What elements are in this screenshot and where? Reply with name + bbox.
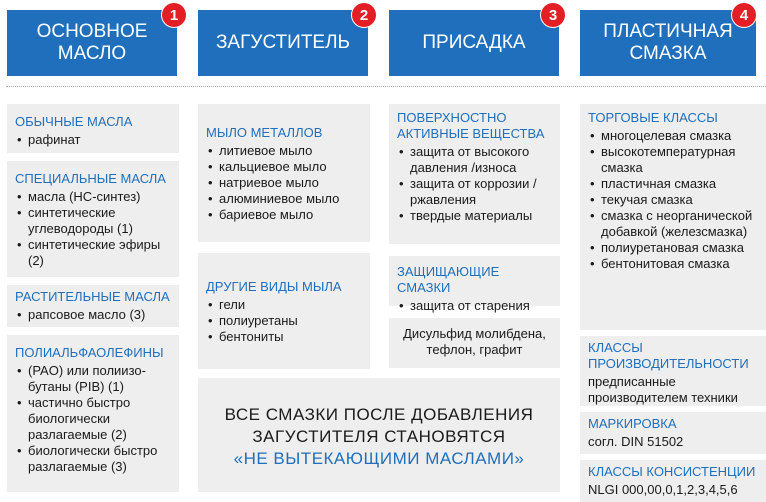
list-item: • защита от высокого давления /износа	[410, 144, 552, 176]
header-thickener: ЗАГУСТИТЕЛЬ	[198, 10, 368, 76]
box-title: КЛАССЫ ПРОИЗВОДИТЕЛЬНОСТИ	[588, 340, 749, 371]
item-list	[206, 143, 362, 223]
item-list	[397, 298, 552, 314]
box-marking	[580, 412, 766, 454]
item-list	[15, 132, 171, 148]
list-item: • синтетические углеводороды (1)	[28, 205, 171, 237]
list-item: • рафинат	[28, 132, 171, 148]
conclusion-line-1: ВСЕ СМАЗКИ ПОСЛЕ ДОБАВЛЕНИЯ	[224, 405, 534, 424]
conclusion-line-3: «НЕ ВЫТЕКАЮЩИМИ МАСЛАМИ»	[233, 449, 525, 468]
item-list	[397, 144, 552, 224]
list-item: • смазка с неорганической добавкой (железсмазка)	[601, 208, 758, 240]
box-special-oils	[7, 161, 179, 277]
header-grease: ПЛАСТИЧНАЯ СМАЗКА	[580, 10, 756, 76]
list-item: • пластичная смазка	[601, 176, 758, 192]
list-item: • масла (НС-синтез)	[28, 189, 171, 205]
box-title: МЫЛО МЕТАЛЛОВ	[206, 125, 323, 140]
box-title: СПЕЦИАЛЬНЫЕ МАСЛА	[15, 171, 166, 186]
box-title: РАСТИТЕЛЬНЫЕ МАСЛА	[15, 289, 170, 304]
list-item: • (PAO) или полиизо-бутаны (PIB) (1)	[28, 363, 171, 395]
box-title: ПОЛИАЛЬФАОЛЕФИНЫ	[15, 345, 164, 360]
box-metal-soaps	[198, 104, 370, 242]
list-item: • алюминиевое мыло	[219, 191, 362, 207]
list-item: • защита от старения	[410, 298, 552, 314]
conclusion-line-2: ЗАГУСТИТЕЛЯ СТАНОВЯТСЯ	[252, 427, 506, 446]
list-item: • бентониты	[219, 329, 362, 345]
step-badge-2: 2	[352, 3, 376, 27]
box-title: КЛАССЫ КОНСИСТЕНЦИИ	[588, 464, 756, 479]
item-list	[15, 189, 171, 269]
list-item: • твердые материалы	[410, 208, 552, 224]
list-item: • синтетические эфиры (2)	[28, 237, 171, 269]
box-title: ЗАЩИЩАЮЩИЕ СМАЗКИ	[397, 264, 500, 295]
box-regular-oils	[7, 104, 179, 153]
item-list	[15, 363, 171, 475]
box-surfactants	[389, 104, 560, 244]
box-conclusion	[198, 378, 560, 492]
header-base-oil: ОСНОВНОЕ МАСЛО	[7, 10, 177, 76]
box-vegetable-oils	[7, 285, 179, 327]
header-additive: ПРИСАДКА	[389, 10, 559, 76]
box-title: ТОРГОВЫЕ КЛАССЫ	[588, 110, 718, 125]
list-item: • литиевое мыло	[219, 143, 362, 159]
list-item: • частично быстро биологически разлагаемые (2)	[28, 395, 171, 443]
box-trade-classes	[580, 104, 766, 330]
list-item: • гели	[219, 297, 362, 313]
item-list	[588, 128, 758, 272]
box-solid-lubricants	[389, 318, 560, 368]
list-item: • биологически быстро разлагаемые (3)	[28, 443, 171, 475]
box-title: МАРКИРОВКА	[588, 416, 677, 431]
box-consistency-classes	[580, 460, 766, 502]
item-list	[206, 297, 362, 345]
step-badge-4: 4	[732, 3, 756, 27]
list-item: • многоцелевая смазка	[601, 128, 758, 144]
solid-lubricants-text-1: Дисульфид молибдена,	[403, 326, 546, 341]
step-badge-3: 3	[541, 3, 565, 27]
list-item: • текучая смазка	[601, 192, 758, 208]
box-text: согл. DIN 51502	[588, 434, 684, 449]
divider-line	[6, 86, 766, 87]
step-badge-1: 1	[162, 3, 186, 27]
list-item: • натриевое мыло	[219, 175, 362, 191]
list-item: • рапсовое масло (3)	[28, 307, 171, 323]
list-item: • полиуретаны	[219, 313, 362, 329]
item-list	[15, 307, 171, 323]
list-item: • полиуретановая смазка	[601, 240, 758, 256]
box-text: предписанные производителем техники	[588, 374, 738, 405]
box-title: ОБЫЧНЫЕ МАСЛА	[15, 114, 133, 129]
list-item: • бентонитовая смазка	[601, 256, 758, 272]
list-item: • высокотемпературная смазка	[601, 144, 758, 176]
box-text: NLGI 000,00,0,1,2,3,4,5,6	[588, 482, 738, 497]
list-item: • кальциевое мыло	[219, 159, 362, 175]
box-other-soaps	[198, 253, 370, 369]
box-polyalphaolefins	[7, 335, 179, 492]
box-title: ДРУГИЕ ВИДЫ МЫЛА	[206, 279, 342, 294]
list-item: • бариевое мыло	[219, 207, 362, 223]
list-item: • защита от коррозии / ржавления	[410, 176, 552, 208]
box-title: ПОВЕРХНОСТНО АКТИВНЫЕ ВЕЩЕСТВА	[397, 110, 545, 141]
box-performance-classes	[580, 336, 766, 406]
box-protective-grease	[389, 256, 560, 313]
solid-lubricants-text-2: тефлон, графит	[426, 342, 523, 357]
